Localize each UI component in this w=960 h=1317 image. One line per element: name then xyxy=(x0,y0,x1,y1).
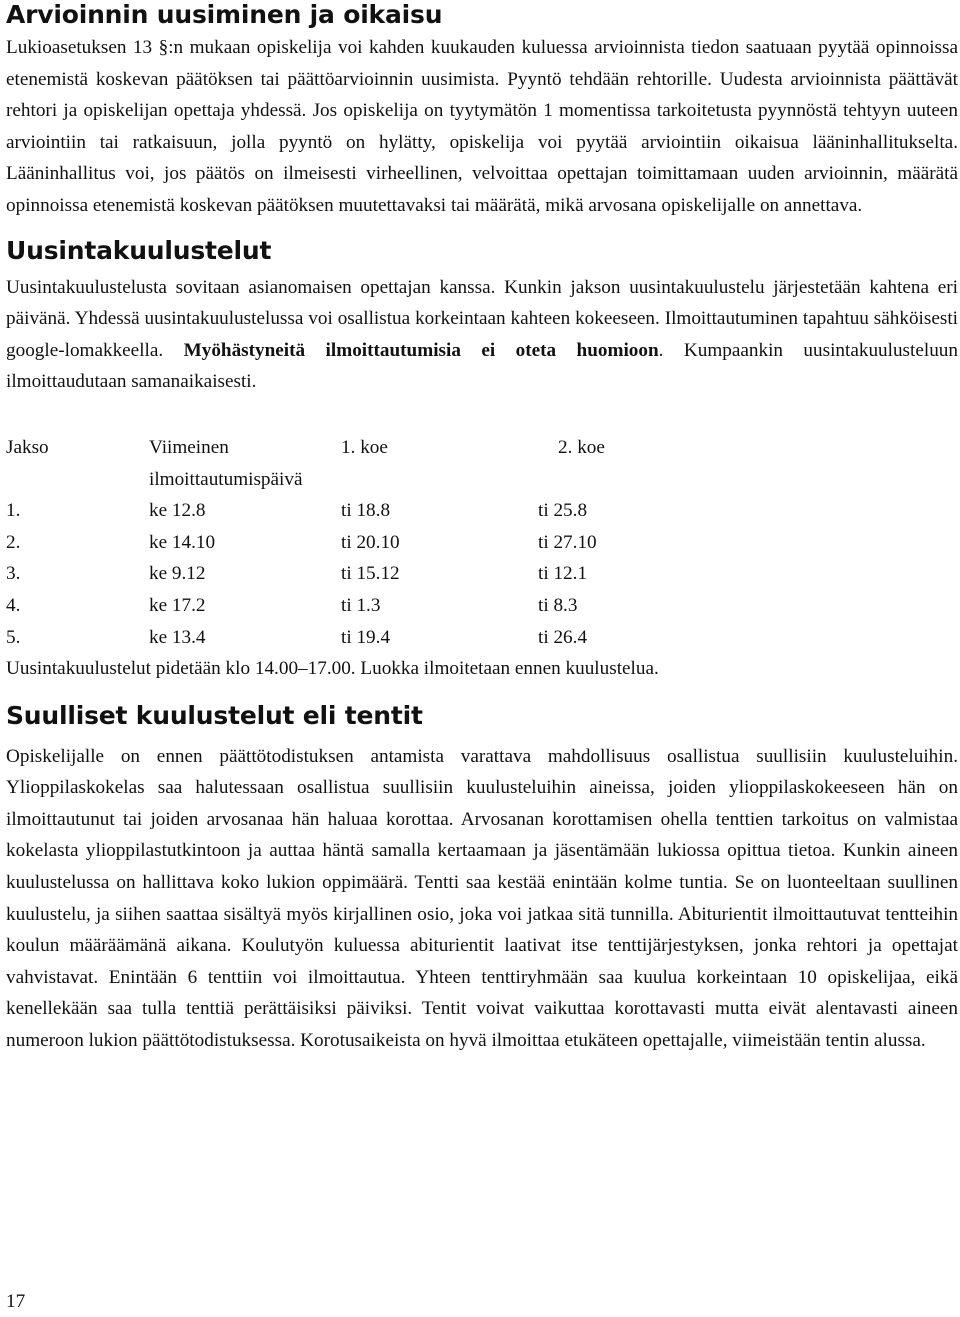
table-row xyxy=(6,622,678,654)
table-row xyxy=(6,558,678,590)
period-cell: 5. xyxy=(6,626,21,648)
header-period: Jakso xyxy=(6,436,49,458)
retake-body-text: Uusintakuulustelusta sovitaan asianomaisen opettajan kanssa. Kunkin jakson uusintakuulustelu järjestetään kahtena eri päivänä. Yhdessä uusintakuulustelussa voi osallistua korkeintaan kahteen kokeeseen. Ilmoittautuminen tapahtuu sähköisesti google-lomakkeella. xyxy=(6,276,958,361)
second-exam-cell: ti 27.10 xyxy=(538,531,597,553)
section-body-retake-exams xyxy=(6,272,958,398)
section-body-grade-retake: Lukioasetuksen 13 §:n mukaan opiskelija voi kahden kuukauden kuluessa arvioinnista tiedon saatuaan pyytää opinnoissa etenemistä koskevan päätöksen tai päättöarvioinnin uusimista. Pyyntö tehdään rehtorille. Uudesta arvioinnista päättävät rehtori ja opiskelijan opettaja yhdessä. Jos opiskelija on tyytymätön 1 momentissa tarkoitetusta pyynnöstä tehtyyn uuteen arviointiin tai ratkaisuun, jolla pyyntö on hylätty, opiskelija voi pyytää arviointiin oikaisua lääninhallitukselta. Lääninhallitus voi, jos päätös on ilmeisesti virheellinen, velvoittaa opettajan toimittamaan uuden arvioinnin, määrätä opinnoissa etenemistä koskevan päätöksen muutettavaksi tai määrätä, mikä arvosana opiskelijalle on annettava. xyxy=(6,37,958,216)
period-cell: 2. xyxy=(6,531,21,553)
registration-date-cell: ke 12.8 xyxy=(149,500,206,522)
retake-body-text-end: . Kumpaankin uusintakuulusteluun ilmoittaudutaan samanaikaisesti. xyxy=(6,339,958,393)
second-exam-cell: ti 25.8 xyxy=(538,500,588,522)
retake-time-note: Uusintakuulustelut pidetään klo 14.00–17.00. Luokka ilmoitetaan ennen kuulustelua. xyxy=(6,658,659,680)
section-title-grade-retake: Arvioinnin uusiminen ja oikaisu xyxy=(6,0,443,29)
section-title-oral-exams: Suulliset kuulustelut eli tentit xyxy=(6,700,423,730)
section-body-oral-exams: Opiskelijalle on ennen päättötodistuksen antamista varattava mahdollisuus osallistua suullisiin kuulusteluihin. Ylioppilaskokelas saa halutessaan osallistua suullisiin kuulusteluihin aineissa, joiden ylioppilaskokeeseen hän on ilmoittautunut tai joiden arvosanaa hän haluaa korottaa. Arvosanan korottamisen ohella tenttien tarkoitus on valmistaa kokelasta ylioppilastutkintoon ja auttaa häntä samalla kertaamaan ja jäsentämään lukiossa opittua tietoa. Kunkin aineen kuulustelussa on hallittava koko lukion oppimäärä. Tentti saa kestää enintään kolme tuntia. Se on luonteeltaan suullinen kuulustelu, ja siihen saattaa sisältyä myös kirjallinen osio, joka voi jatkaa sitä tunnilla. Abiturientit ilmoittautuvat tentteihin koulun määräämänä aikana. Koulutyön kuluessa abiturientit laativat itse tenttijärjestyksen, jonka rehtori ja opettajat vahvistavat. Enintään 6 tenttiin voi ilmoittautua. Yhteen tenttiryhmään saa kuulua korkeintaan 10 opiskelijaa, eikä kenellekään saa tulla tenttiä perättäisiksi päiviksi. Tentit voivat vaikuttaa korottavasti mutta eivät alentavasti aineen numeroon lukion päättötodistuksessa. Korotusaikeista on hyvä ilmoittaa etukäteen opettajalle, viimeistään tentin alussa. xyxy=(6,745,958,1052)
second-exam-cell: ti 8.3 xyxy=(538,594,578,616)
registration-date-cell: ke 14.10 xyxy=(149,531,216,553)
first-exam-cell: ti 1.3 xyxy=(341,594,381,616)
table-row xyxy=(6,527,678,559)
header-second-exam: 2. koe xyxy=(558,436,605,458)
period-cell: 4. xyxy=(6,594,21,616)
period-cell: 3. xyxy=(6,563,21,585)
registration-date-cell: ke 9.12 xyxy=(149,563,206,585)
registration-date-cell: ke 13.4 xyxy=(149,626,206,648)
first-exam-cell: ti 18.8 xyxy=(341,500,391,522)
table-header-row xyxy=(6,432,678,495)
section-title-retake-exams: Uusintakuulustelut xyxy=(6,235,272,265)
first-exam-cell: ti 19.4 xyxy=(341,626,391,648)
document-page xyxy=(6,0,958,1057)
late-registration-warning: Myöhästyneitä ilmoittautumisia ei oteta huomioon xyxy=(183,339,659,361)
page-number: 17 xyxy=(6,1291,26,1312)
registration-date-cell: ke 17.2 xyxy=(149,594,206,616)
first-exam-cell: ti 15.12 xyxy=(341,563,400,585)
retake-schedule-table xyxy=(6,432,678,653)
table-row xyxy=(6,495,678,527)
first-exam-cell: ti 20.10 xyxy=(341,531,400,553)
table-row xyxy=(6,590,678,622)
period-cell: 1. xyxy=(6,500,21,522)
second-exam-cell: ti 26.4 xyxy=(538,626,588,648)
header-last-registration-day: Viimeinen ilmoittautumispäivä xyxy=(149,436,303,490)
header-first-exam: 1. koe xyxy=(341,436,388,458)
second-exam-cell: ti 12.1 xyxy=(538,563,588,585)
